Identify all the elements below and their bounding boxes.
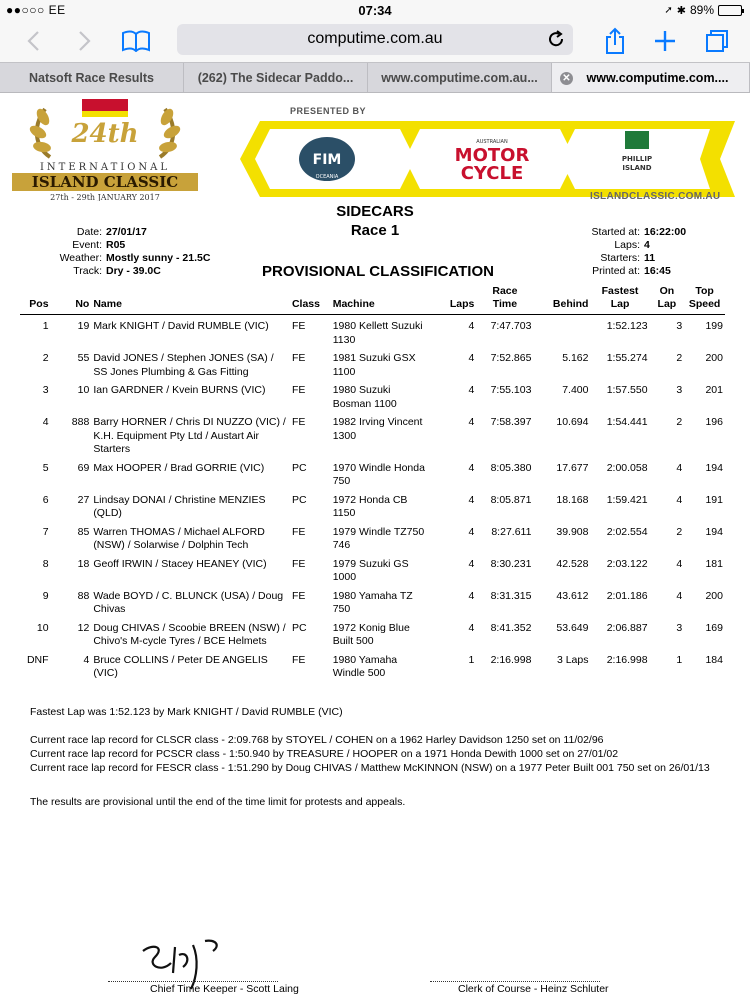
cell-behind: 42.528 [556,557,589,570]
lap-records [30,733,710,775]
cell-time: 7:47.703 [490,320,532,332]
race-weather: Mostly sunny - 21.5C [106,252,211,264]
chevron-right-icon [78,30,92,52]
cell-class: FE [291,320,306,332]
cell-pos: 1 [42,320,49,332]
cell-speed: 181 [705,557,723,570]
provisional-note: The results are provisional until the end of the time limit for protests and appeals. [30,796,406,808]
table-row [20,585,725,617]
cell-name: Lindsay DONAI / Christine MENZIES (QLD) [93,493,266,519]
race-track: Dry - 39.0C [106,265,161,277]
cell-fastest: 1:54.441 [606,416,648,428]
cell-pos: 7 [42,525,49,538]
presented-by: PRESENTED BY [290,106,367,116]
cell-name: Barry HORNER / Chris DI NUZZO (VIC) / K.H. Equipment Pty Ltd / Austart Air Starters [93,416,286,455]
cell-no: 888 [71,416,90,428]
cell-laps: 4 [468,525,475,538]
cell-behind: 43.612 [556,589,589,602]
cell-fastest: 2:02.554 [606,525,648,538]
chief-time-keeper: Chief Time Keeper - Scott Laing [150,983,299,995]
cell-fastest: 1:59.421 [606,493,648,506]
cell-class: PC [291,493,307,506]
tabs-icon [704,28,730,54]
cell-name: Ian GARDNER / Kvein BURNS (VIC) [93,384,266,396]
cell-machine: 1981 Suzuki GSX 1100 [332,352,416,378]
table-row [20,411,725,457]
cell-on-lap: 1 [676,653,683,666]
table-row [20,379,725,411]
cell-behind: 3 Laps [556,653,589,666]
cell-on-lap: 4 [676,493,683,506]
book-icon [121,30,151,52]
cell-no: 88 [77,589,90,602]
cell-behind: 39.908 [556,525,589,538]
tab-label: www.computime.com.... [586,70,729,85]
cell-class: FE [291,557,306,570]
race-event: R05 [106,239,126,251]
cell-fastest: 1:57.550 [606,384,648,396]
cell-laps: 4 [468,621,475,634]
cell-time: 8:41.352 [490,621,532,634]
cell-time: 7:52.865 [490,352,532,364]
record-pcscr: Current race lap record for PCSCR class - 1:50.940 by TREASURE / HOOPER on a 1971 Honda Dewith 1000 set on 27/01/02 [30,748,619,760]
cell-speed: 200 [705,352,723,364]
bookmarks-button[interactable] [118,25,154,57]
clerk-of-course: Clerk of Course - Heinz Schluter [458,983,609,995]
cell-time: 8:30.231 [490,557,532,570]
cell-pos: 8 [42,557,49,570]
back-button[interactable] [18,25,48,57]
table-row [20,649,725,681]
share-icon [604,27,626,55]
event-number: 24th [71,119,139,149]
cell-on-lap: 2 [676,525,683,538]
url-text: computime.com.au [307,30,443,47]
cell-speed: 199 [705,320,723,332]
clock: 07:34 [358,3,392,18]
cell-laps: 4 [468,461,475,474]
class-title: SIDECARS [336,203,414,220]
cell-pos: 4 [42,416,49,428]
tab-computime-1[interactable]: www.computime.com.au... [368,63,552,92]
cell-class: FE [291,525,306,538]
table-row [20,521,725,553]
cell-no: 85 [77,525,90,538]
cell-machine: 1980 Yamaha Windle 500 [332,653,398,679]
results-table [20,285,725,681]
cell-no: 10 [77,384,90,396]
amc-top: AUSTRALIAN [476,139,508,145]
fastest-lap-note: Fastest Lap was 1:52.123 by Mark KNIGHT / David RUMBLE (VIC) [30,706,343,718]
address-bar[interactable] [177,24,573,55]
cell-behind: 7.400 [562,384,589,396]
race-meta-right: Started at: 16:22:00 Laps: 4 Starters: 11 Printed at: 16:45 [591,226,687,277]
cell-on-lap: 4 [676,461,683,474]
started-at: 16:22:00 [644,226,687,238]
cell-name: Geoff IRWIN / Stacey HEANEY (VIC) [93,557,267,570]
event-dates: 27th - 29th JANUARY 2017 [50,193,160,201]
phillip-text: PHILLIP [621,155,653,163]
table-row [20,553,725,585]
cell-no: 19 [77,320,90,332]
fim-logo: FIM [312,152,342,168]
cell-behind: 17.677 [556,461,589,474]
cell-speed: 169 [705,621,723,634]
cell-no: 4 [83,653,90,666]
cell-pos: 5 [42,461,49,474]
fim-sub: OCEANIA [315,174,339,180]
status-bar [0,0,750,20]
cell-fastest: 2:16.998 [606,653,648,666]
cell-laps: 4 [468,416,475,428]
browser-toolbar [0,20,750,62]
cell-machine: 1972 Honda CB 1150 [332,493,408,519]
results-page [0,93,750,1000]
chevron-left-icon [26,30,40,52]
cell-on-lap: 4 [676,589,683,602]
cell-behind: 5.162 [562,352,589,364]
cell-time: 8:05.380 [490,461,532,474]
cell-name: David JONES / Stephen JONES (SA) / SS Jones Plumbing & Gas Fitting [93,352,274,378]
tab-sidecar-paddock[interactable]: (262) The Sidecar Paddo... [184,63,368,92]
cell-behind [533,315,590,348]
event-line1: INTERNATIONAL [39,162,171,173]
cell-laps: 1 [468,653,475,666]
cell-time: 7:55.103 [490,384,532,396]
cell-speed: 194 [705,525,723,538]
cell-behind: 10.694 [556,416,589,428]
cell-time: 7:58.397 [490,416,532,428]
cell-fastest: 2:06.887 [606,621,648,634]
table-row [20,347,725,379]
tab-computime-active[interactable] [552,63,750,92]
new-tab-button[interactable] [650,25,680,57]
plus-icon [653,29,677,53]
printed-at: 16:45 [644,265,671,277]
cell-on-lap: 2 [676,416,683,428]
cell-on-lap: 4 [676,557,683,570]
cell-no: 27 [77,493,90,506]
starters: 11 [644,252,656,264]
cell-behind: 53.649 [556,621,589,634]
cell-pos: 2 [42,352,49,364]
cell-laps: 4 [468,384,475,396]
classification-title: PROVISIONAL CLASSIFICATION [262,263,494,280]
cell-pos: 10 [36,621,49,634]
laps: 4 [644,239,650,251]
forward-button[interactable] [70,25,100,57]
carrier: ●●○○○ EE [6,3,66,17]
table-row [20,457,725,489]
cell-laps: 4 [468,557,475,570]
cell-class: FE [291,589,306,602]
island-text: ISLAND [622,164,652,172]
share-button[interactable] [600,25,630,57]
cell-no: 18 [77,557,90,570]
cell-on-lap: 2 [676,352,683,364]
table-row [20,617,725,649]
cell-on-lap: 3 [676,621,683,634]
close-tab-icon[interactable]: ✕ [560,72,573,85]
cell-machine: 1980 Kellett Suzuki 1130 [332,320,423,346]
cell-class: PC [291,621,307,634]
cell-class: FE [291,416,306,428]
cell-name: Bruce COLLINS / Peter DE ANGELIS (VIC) [93,653,268,679]
cell-name: Wade BOYD / C. BLUNCK (USA) / Doug Chivas [93,589,284,615]
cell-speed: 200 [705,589,723,602]
cell-time: 8:27.611 [491,525,532,538]
cell-name: Mark KNIGHT / David RUMBLE (VIC) [93,320,269,332]
cell-pos: 3 [42,384,49,396]
cycle-text: CYCLE [460,163,524,184]
cell-pos: 6 [42,493,49,506]
cell-class: PC [291,461,307,474]
cell-class: FE [291,653,306,666]
cell-time: 8:05.871 [490,493,532,506]
cell-speed: 196 [705,416,723,428]
cell-time: 8:31.315 [490,589,532,602]
tabs-button[interactable] [702,25,732,57]
cell-fastest: 2:01.186 [606,589,648,602]
cell-name: Doug CHIVAS / Scoobie BREEN (NSW) / Chivo's M-cycle Tyres / BCE Helmets [93,621,286,647]
cell-on-lap: 3 [676,320,683,332]
tab-strip [0,62,750,93]
cell-no: 69 [77,461,90,474]
cell-laps: 4 [468,320,475,332]
cell-class: FE [291,384,306,396]
cell-laps: 4 [468,352,475,364]
record-fescr: Current race lap record for FESCR class - 1:51.290 by Doug CHIVAS / Matthew McKINNON (NSW) on a 1977 Peter Built 001 750 set on 26/01/13 [30,762,710,774]
results-body [20,315,725,681]
cell-pos: DNF [26,653,49,666]
record-clscr: Current race lap record for CLSCR class - 2:09.768 by STOYEL / COHEN on a 1962 Harley Davidson 1250 set on 11/02/96 [30,734,604,746]
race-meta-left: Date: 27/01/17 Event: R05 Weather: Mostly sunny - 21.5C Track: Dry - 39.0C [59,226,211,277]
reload-icon[interactable] [547,29,565,54]
tab-natsoft[interactable]: Natsoft Race Results [0,63,184,92]
cell-on-lap: 3 [676,384,683,396]
cell-machine: 1970 Windle Honda 750 [332,461,425,487]
cell-machine: 1979 Suzuki GS 1000 [332,557,409,583]
island-classic-logo [10,97,210,201]
cell-fastest: 1:52.123 [606,320,648,332]
cell-fastest: 2:00.058 [606,461,648,474]
cell-machine: 1980 Yamaha TZ 750 [332,589,413,615]
cell-speed: 184 [705,653,723,666]
cell-speed: 191 [705,493,723,506]
cell-machine: 1972 Konig Blue Built 500 [332,621,410,647]
bluetooth-icon: ✱ [676,4,686,17]
cell-time: 2:16.998 [490,653,532,666]
table-row [20,315,725,348]
cell-name: Warren THOMAS / Michael ALFORD (NSW) / Solarwise / Dolphin Tech [93,525,265,551]
cell-fastest: 2:03.122 [606,557,648,570]
cell-no: 12 [77,621,90,634]
cell-machine: 1979 Windle TZ750 746 [332,525,425,551]
cell-speed: 194 [705,461,723,474]
race-title: Race 1 [350,222,400,239]
cell-machine: 1980 Suzuki Bosman 1100 [332,384,397,410]
table-header: Pos No Name Class Machine Laps Race Time Behind Fastest Lap On Lap Top Speed [20,285,725,315]
cell-laps: 4 [468,589,475,602]
motor-text: MOTOR [454,145,530,166]
cell-fastest: 1:55.274 [606,352,648,364]
table-row [20,489,725,521]
location-icon: ➚ [664,4,673,16]
cell-laps: 4 [468,493,475,506]
race-date: 27/01/17 [106,226,147,238]
cell-no: 55 [77,352,90,364]
cell-pos: 9 [42,589,49,602]
site-url: ISLANDCLASSIC.COM.AU [590,191,721,202]
cell-name: Max HOOPER / Brad GORRIE (VIC) [93,461,265,474]
cell-machine: 1982 Irving Vincent 1300 [332,416,423,442]
cell-behind: 18.168 [556,493,589,506]
battery-icon [718,5,742,16]
event-line2: ISLAND CLASSIC [31,173,179,191]
battery-percent: 89% [689,3,714,17]
cell-speed: 201 [705,384,723,396]
cell-class: FE [291,352,306,364]
